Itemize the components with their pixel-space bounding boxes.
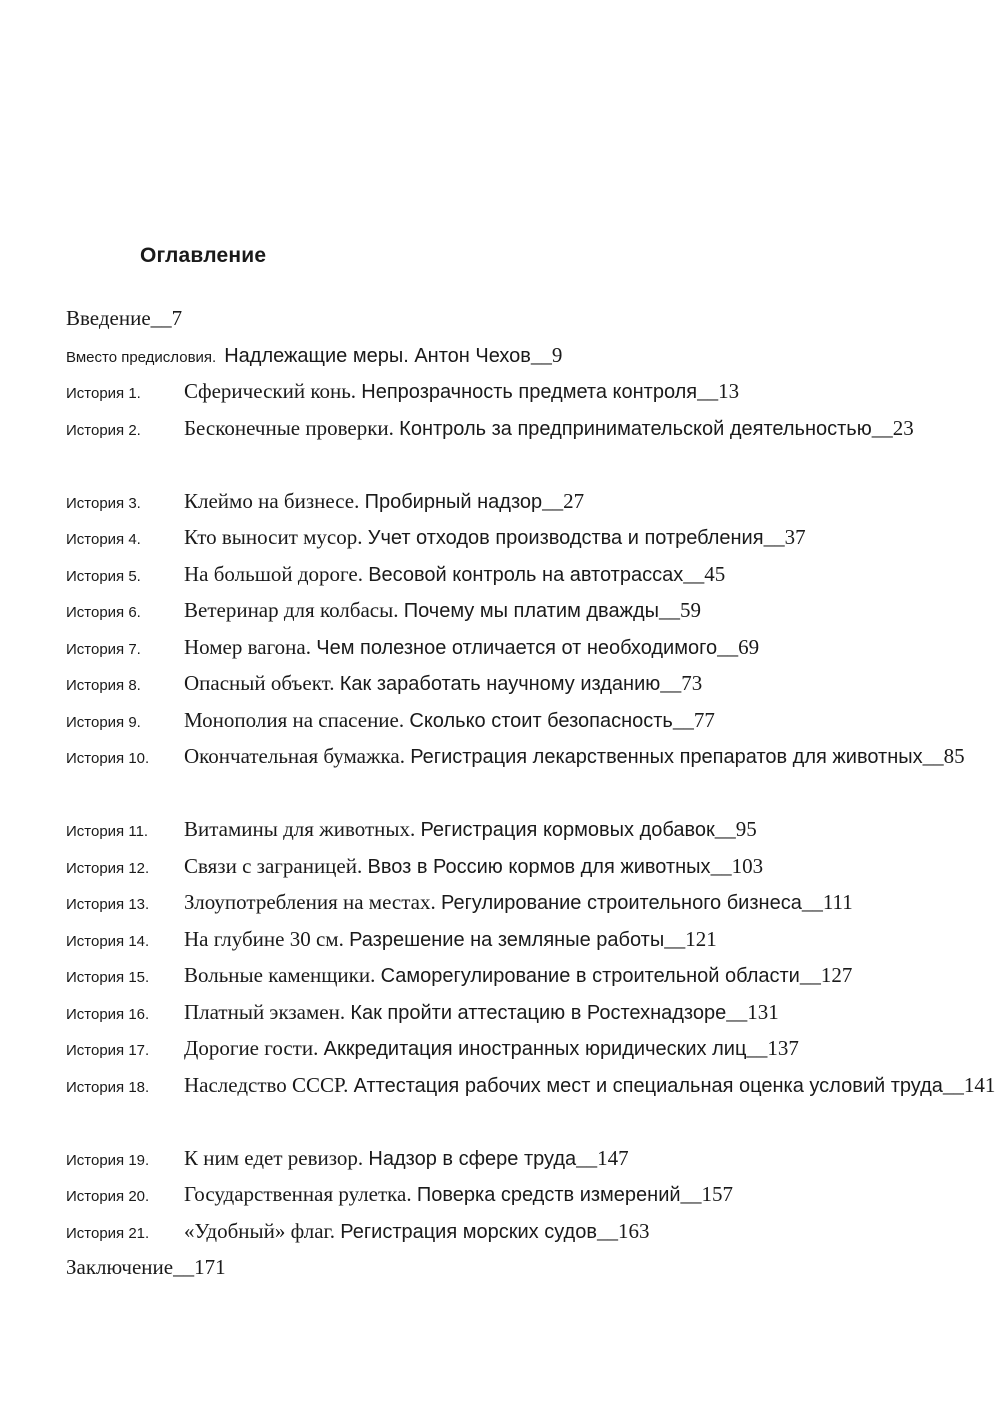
entry-page-number: 163 xyxy=(617,1218,650,1243)
entry-label: История 13. xyxy=(66,896,150,913)
entry-title-main: Витамины для животных. xyxy=(184,817,416,841)
entry-title-sub: Регулирование строительного бизнеса xyxy=(441,892,802,914)
entry-page-number: 141 xyxy=(963,1072,996,1097)
entry-title: Введение xyxy=(66,306,151,330)
toc-entry-story-15[interactable] xyxy=(66,957,996,994)
entry-label: История 8. xyxy=(66,677,141,694)
toc-entry-story-16[interactable] xyxy=(66,994,996,1031)
toc-entry-story-14[interactable] xyxy=(66,921,996,958)
entry-separator: __ xyxy=(801,890,823,914)
entry-page-number: 85 xyxy=(943,744,965,768)
entry-separator: __ xyxy=(871,415,893,440)
entry-title-sub: Аттестация рабочих мест и специальная оценка условий труда xyxy=(353,1074,943,1097)
entry-title-main: Номер вагона. xyxy=(184,634,311,659)
toc-entry-story-21[interactable] xyxy=(66,1213,996,1250)
entry-separator: __ xyxy=(763,525,785,549)
toc-entry-conclusion[interactable] xyxy=(66,1249,996,1286)
entry-page-number: 157 xyxy=(701,1182,734,1206)
entry-label: История 15. xyxy=(66,969,150,986)
entry-label: История 5. xyxy=(66,567,141,585)
entry-page-number: 9 xyxy=(551,342,563,367)
entry-label: История 21. xyxy=(66,1224,150,1242)
entry-page-number: 103 xyxy=(731,853,764,878)
entry-page-number: 45 xyxy=(704,561,726,586)
entry-label: История 3. xyxy=(66,494,141,512)
entry-separator: __ xyxy=(746,1036,768,1060)
entry-title-main: Платный экзамен. xyxy=(184,999,346,1024)
entry-label: История 19. xyxy=(66,1151,150,1169)
entry-page-number: 131 xyxy=(747,999,779,1024)
entry-title-main: Бесконечные проверки. xyxy=(184,415,394,440)
entry-title-sub: Сколько стоит безопасность xyxy=(409,709,673,732)
entry-page-number: 27 xyxy=(563,488,585,513)
entry-separator: __ xyxy=(717,634,739,659)
entry-page-number: 73 xyxy=(681,671,703,695)
entry-page-number: 69 xyxy=(738,634,760,659)
entry-title-main: К ним едет ревизор. xyxy=(184,1145,364,1170)
entry-title: Заключение xyxy=(66,1255,174,1279)
toc-entry-story-7[interactable] xyxy=(66,629,996,666)
entry-page-number: 147 xyxy=(597,1145,629,1170)
toc-entry-story-8[interactable] xyxy=(66,665,996,702)
entry-page-number: 111 xyxy=(822,890,853,914)
entry-page-number: 171 xyxy=(194,1255,226,1279)
entry-title-sub: Чем полезное отличается от необходимого xyxy=(316,636,718,659)
entry-separator: __ xyxy=(942,1072,964,1097)
entry-page-number: 13 xyxy=(718,379,740,403)
entry-title-sub: Регистрация кормовых добавок xyxy=(420,819,715,841)
toc-entry-story-2[interactable] xyxy=(66,410,996,483)
toc-entry-story-11[interactable] xyxy=(66,811,996,848)
toc-list xyxy=(66,300,996,1286)
entry-title-sub: Непрозрачность предмета контроля xyxy=(361,381,698,403)
entry-title-sub: Саморегулирование в строительной области xyxy=(380,965,800,987)
entry-title-main: Окончательная бумажка. xyxy=(184,744,405,768)
entry-separator: __ xyxy=(672,707,694,732)
entry-title-sub: Регистрация лекарственных препаратов для животных xyxy=(410,746,923,768)
entry-label: История 4. xyxy=(66,531,141,548)
entry-title-sub: Как пройти аттестацию в Ростехнадзоре xyxy=(350,1001,727,1024)
entry-title-sub: Пробирный надзор xyxy=(364,490,543,513)
entry-separator: __ xyxy=(710,853,732,878)
entry-title-sub: Ввоз в Россию кормов для животных xyxy=(367,855,711,878)
entry-page-number: 121 xyxy=(685,926,717,951)
entry-separator: __ xyxy=(683,561,705,586)
entry-label: История 17. xyxy=(66,1042,150,1059)
entry-label: История 2. xyxy=(66,421,141,439)
entry-label: История 12. xyxy=(66,859,150,877)
entry-title-sub: Регистрация морских судов xyxy=(340,1220,597,1243)
entry-label: История 10. xyxy=(66,750,150,767)
entry-separator: __ xyxy=(659,598,680,622)
toc-entry-story-20[interactable] xyxy=(66,1176,996,1213)
toc-entry-story-18[interactable] xyxy=(66,1067,996,1140)
toc-entry-story-5[interactable] xyxy=(66,556,996,593)
entry-separator: __ xyxy=(714,817,736,841)
entry-page-number: 95 xyxy=(735,817,757,841)
toc-entry-story-19[interactable] xyxy=(66,1140,996,1177)
entry-title-sub: Надзор в сфере труда xyxy=(368,1147,577,1170)
entry-label: Вместо предисловия. xyxy=(66,348,217,366)
entry-separator: __ xyxy=(576,1145,598,1170)
entry-title-sub: Контроль за предпринимательской деятельностью xyxy=(399,417,872,440)
entry-title-main: Связи с заграницей. xyxy=(184,853,363,878)
toc-entry-preface[interactable] xyxy=(66,337,996,374)
entry-title-main: «Удобный» флаг. xyxy=(184,1218,336,1243)
toc-entry-story-12[interactable] xyxy=(66,848,996,885)
entry-separator: __ xyxy=(697,379,719,403)
entry-separator: __ xyxy=(664,926,686,951)
entry-title-main: Дорогие гости. xyxy=(184,1036,319,1060)
entry-separator: __ xyxy=(680,1182,702,1206)
toc-heading: Оглавление xyxy=(140,244,267,267)
entry-separator: __ xyxy=(799,963,821,987)
toc-entry-story-10[interactable] xyxy=(66,738,996,811)
entry-label: История 18. xyxy=(66,1078,150,1096)
entry-title-main: Монополия на спасение. xyxy=(184,707,405,732)
entry-title-main: Злоупотребления на местах. xyxy=(184,890,436,914)
entry-title-sub: Почему мы платим дважды xyxy=(403,600,659,622)
entry-title-sub: Учет отходов производства и потребления xyxy=(367,527,764,549)
toc-entry-story-6[interactable] xyxy=(66,592,996,629)
entry-title-sub: Поверка средств измерений xyxy=(416,1184,681,1206)
entry-label: История 20. xyxy=(66,1188,150,1205)
entry-label: История 11. xyxy=(66,823,149,840)
entry-page-number: 77 xyxy=(693,707,715,732)
entry-page-number: 7 xyxy=(171,306,183,330)
entry-separator: __ xyxy=(660,671,682,695)
entry-title: Надлежащие меры. Антон Чехов xyxy=(224,344,531,367)
entry-title-sub: Как заработать научному изданию xyxy=(339,673,661,695)
entry-title-main: Сферический конь. xyxy=(184,379,357,403)
toc-entry-story-3[interactable] xyxy=(66,483,996,520)
entry-separator: __ xyxy=(542,488,564,513)
entry-page-number: 127 xyxy=(820,963,853,987)
entry-title-sub: Аккредитация иностранных юридических лиц xyxy=(323,1038,747,1060)
entry-title-main: Ветеринар для колбасы. xyxy=(184,598,399,622)
entry-separator: __ xyxy=(530,342,552,367)
toc-entry-story-17[interactable] xyxy=(66,1030,996,1067)
entry-separator: __ xyxy=(150,306,172,330)
entry-separator: __ xyxy=(596,1218,618,1243)
entry-title-main: Клеймо на бизнесе. xyxy=(184,488,360,513)
entry-title-main: Кто выносит мусор. xyxy=(184,525,363,549)
entry-title-main: Опасный объект. xyxy=(184,671,335,695)
entry-page-number: 59 xyxy=(680,598,701,622)
entry-page-number: 23 xyxy=(892,415,914,440)
toc-entry-story-13[interactable] xyxy=(66,884,996,921)
entry-title-main: Наследство СССР. xyxy=(184,1072,349,1097)
entry-title-sub: Разрешение на земляные работы xyxy=(349,928,665,951)
entry-separator: __ xyxy=(173,1255,195,1279)
entry-page-number: 37 xyxy=(784,525,806,549)
entry-title-sub: Весовой контроль на автотрассах xyxy=(368,563,684,586)
entry-label: История 1. xyxy=(66,385,141,402)
entry-title-main: На большой дороге. xyxy=(184,561,363,586)
entry-label: История 7. xyxy=(66,640,141,658)
toc-entry-intro[interactable] xyxy=(66,300,996,337)
entry-separator: __ xyxy=(726,999,748,1024)
toc-entry-story-9[interactable] xyxy=(66,702,996,739)
entry-title-main: На глубине 30 см. xyxy=(184,926,344,951)
entry-label: История 9. xyxy=(66,713,141,731)
entry-separator: __ xyxy=(922,744,944,768)
entry-page-number: 137 xyxy=(767,1036,799,1060)
entry-title-main: Государственная рулетка. xyxy=(184,1182,412,1206)
toc-entry-story-1[interactable] xyxy=(66,373,996,410)
entry-label: История 14. xyxy=(66,932,150,950)
entry-label: История 16. xyxy=(66,1005,150,1023)
entry-title-main: Вольные каменщики. xyxy=(184,963,376,987)
entry-label: История 6. xyxy=(66,604,141,621)
toc-entry-story-4[interactable] xyxy=(66,519,996,556)
